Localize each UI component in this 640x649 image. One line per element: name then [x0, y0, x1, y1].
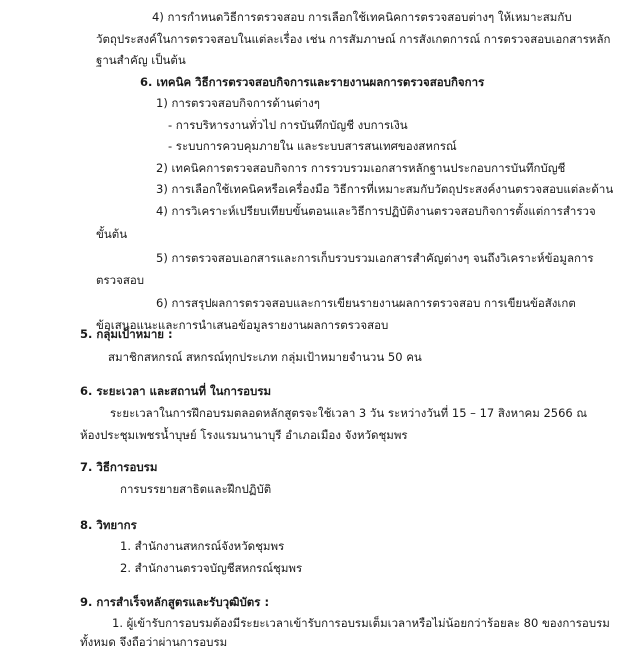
section6-item1-sub1: - การบริหารงานทั่วไป การบันทึกบัญชี งบการเงิน — [168, 118, 408, 132]
methods-item4-line2: วัตถุประสงค์ในการตรวจสอบในแต่ละเรื่อง เช่น การสัมภาษณ์ การสังเกตการณ์ การตรวจสอบเอกสารหลัก — [96, 32, 611, 46]
section5-text: สมาชิกสหกรณ์ สหกรณ์ทุกประเภท กลุ่มเป้าหมายจำนวน 50 คน — [108, 350, 422, 364]
section6-item5-line1: 5) การตรวจสอบเอกสารและการเก็บรวบรวมเอกสารสำคัญต่างๆ จนถึงวิเคราะห์ข้อมูลการ — [156, 251, 594, 265]
methods-item4-line3: ฐานสำคัญ เป็นต้น — [96, 53, 186, 67]
section9-line2: ทั้งหมด จึงถือว่าผ่านการอบรม — [80, 635, 228, 649]
section6-item3: 3) การเลือกใช้เทคนิคหรือเครื่องมือ วิธีการที่เหมาะสมกับวัตถุประสงค์งานตรวจสอบแต่ละด้าน — [156, 182, 614, 196]
section6-item2: 2) เทคนิคการตรวจสอบกิจการ การรวบรวมเอกสารหลักฐานประกอบการบันทึกบัญชี — [156, 161, 566, 175]
section6-item6-line2: ข้อเสนอแนะและการนำเสนอข้อมูลรายงานผลการตรวจสอบ — [96, 318, 389, 332]
section8-item1: 1. สำนักงานสหกรณ์จังหวัดชุมพร — [120, 539, 285, 553]
section6-item4-line1: 4) การวิเคราะห์เปรียบเทียบขั้นตอนและวิธีการปฏิบัติงานตรวจสอบกิจการตั้งแต่การสำรวจ — [156, 204, 596, 218]
section6b-heading: 6. ระยะเวลา และสถานที่ ในการอบรม — [80, 384, 272, 398]
section6-heading: 6. เทคนิค วิธีการตรวจสอบกิจการและรายงานผลการตรวจสอบกิจการ — [140, 75, 485, 89]
section9-heading: 9. การสำเร็จหลักสูตรและรับวุฒิบัตร : — [80, 595, 270, 609]
section7-text: การบรรยายสาธิตและฝึกปฏิบัติ — [120, 482, 272, 496]
section6-item5-line2: ตรวจสอบ — [96, 273, 145, 287]
section6b-line1: ระยะเวลาในการฝึกอบรมตลอดหลักสูตรจะใช้เวลา 3 วัน ระหว่างวันที่ 15 – 17 สิงหาคม 2566 ณ — [110, 406, 588, 420]
section6b-line2: ห้องประชุมเพชรน้ำบุษย์ โรงแรมนานาบุรี อำเภอเมือง จังหวัดชุมพร — [80, 428, 408, 442]
section6-item1-sub2: - ระบบการควบคุมภายใน และระบบสารสนเทศของสหกรณ์ — [168, 139, 457, 153]
section6-item1: 1) การตรวจสอบกิจการด้านต่างๆ — [156, 96, 320, 110]
section6-item6-line1: 6) การสรุปผลการตรวจสอบและการเขียนรายงานผลการตรวจสอบ การเขียนข้อสังเกต — [156, 296, 576, 310]
methods-item4-line1: 4) การกำหนดวิธีการตรวจสอบ การเลือกใช้เทคนิคการตรวจสอบต่างๆ ให้เหมาะสมกับ — [152, 10, 572, 24]
section8-heading: 8. วิทยากร — [80, 518, 137, 532]
section7-heading: 7. วิธีการอบรม — [80, 460, 158, 474]
cropped-top-line — [96, 0, 100, 5]
section8-item2: 2. สำนักงานตรวจบัญชีสหกรณ์ชุมพร — [120, 561, 303, 575]
section5-heading: 5. กลุ่มเป้าหมาย : — [80, 327, 173, 341]
section6-item4-line2: ขั้นต้น — [96, 227, 128, 241]
section9-line1: 1. ผู้เข้ารับการอบรมต้องมีระยะเวลาเข้ารับการอบรมเต็มเวลาหรือไม่น้อยกว่าร้อยละ 80 ของการอบรม — [112, 616, 610, 630]
